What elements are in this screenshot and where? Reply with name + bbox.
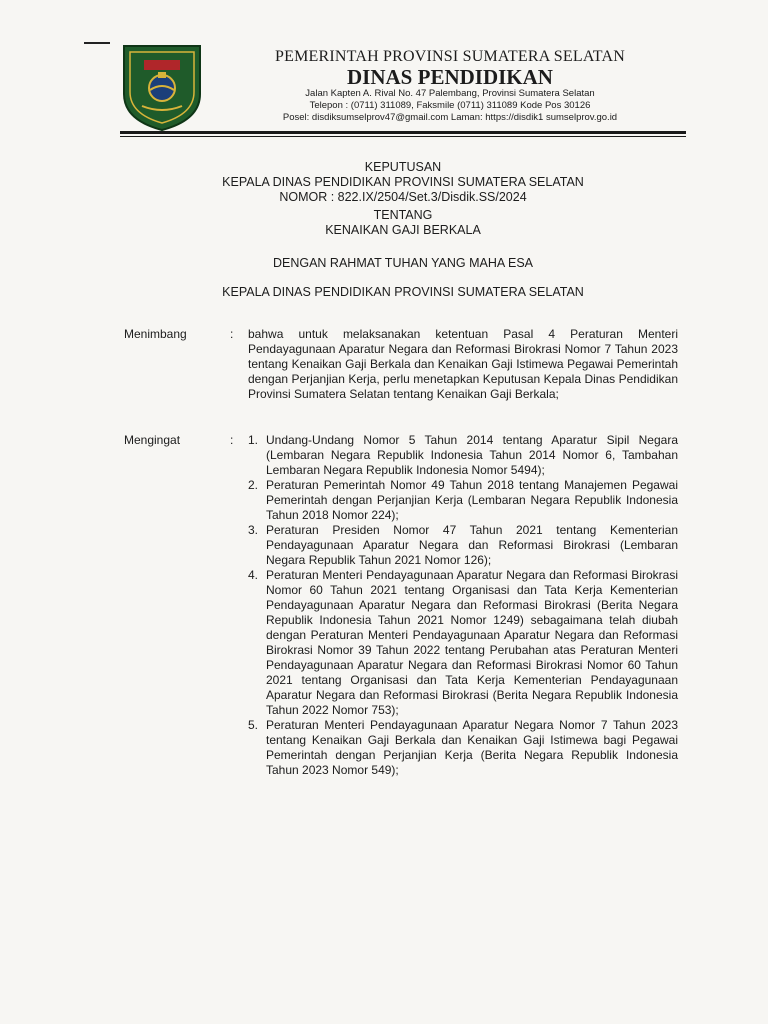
official-title: KEPALA DINAS PENDIDIKAN PROVINSI SUMATERA SELATAN xyxy=(222,285,584,299)
menimbang-section xyxy=(124,327,684,422)
list-item-text: Peraturan Presiden Nomor 47 Tahun 2021 tentang Kementerian Pendayagunaan Aparatur Negara dan Reformasi Birokrasi (Lembaran Negara Republik Tahun 2021 Nomor 126); xyxy=(266,523,678,567)
letterhead xyxy=(215,48,685,124)
mengingat-list xyxy=(248,433,678,778)
list-item xyxy=(248,523,678,568)
list-item-number: 1. xyxy=(248,433,259,447)
list-item-text: Peraturan Menteri Pendayagunaan Aparatur Negara dan Reformasi Birokrasi Nomor 60 Tahun 2021 tentang Organisasi dan Tata Kerja Kementerian Pendayagunaan Aparatur Negara dan Reformasi Birokrasi (Berita Negara Republik Indonesia Tahun 2021 Nomor 1249) sebagaimana telah diubah dengan Peraturan Menteri Pendayagunaan Aparatur Negara dan Reformasi Birokrasi Nomor 39 Tahun 2022 tentang Perubahan atas Peraturan Menteri Pendayagunaan Aparatur Negara dan Reformasi Birokrasi Nomor 60 Tahun 2021 tentang Organisasi dan Tata Kerja Kementerian Pendayagunaan Aparatur Negara dan Reformasi Birokrasi (Berita Negara Republik Indonesia Tahun 2022 Nomor 753); xyxy=(266,568,678,717)
decree-issuer: KEPALA DINAS PENDIDIKAN PROVINSI SUMATERA SELATAN xyxy=(222,175,584,189)
menimbang-label: Menimbang xyxy=(124,327,187,341)
list-item xyxy=(248,478,678,523)
agency-contact: Posel: disdiksumselprov47@gmail.com Laman: https://disdik1 sumselprov.go.id xyxy=(282,112,618,123)
list-item xyxy=(248,718,678,778)
list-item-text: Peraturan Menteri Pendayagunaan Aparatur Negara Nomor 7 Tahun 2023 tentang Kenaikan Gaji Berkala dan Kenaikan Gaji Istimewa bagi Pegawai Pemerintah dengan Perjanjian Kerja (Berita Negara Republik Indonesia Tahun 2023 Nomor 549); xyxy=(266,718,678,777)
list-item xyxy=(248,568,678,718)
stray-pen-mark xyxy=(84,42,110,44)
mengingat-section xyxy=(124,433,684,803)
list-item-number: 4. xyxy=(248,568,259,582)
list-item-number: 3. xyxy=(248,523,259,537)
list-item-number: 5. xyxy=(248,718,259,732)
provincial-emblem-icon xyxy=(120,42,204,132)
list-item-number: 2. xyxy=(248,478,259,492)
list-item xyxy=(248,433,678,478)
list-item-text: Peraturan Pemerintah Nomor 49 Tahun 2018 tentang Manajemen Pegawai Pemerintah dengan Perjanjian Kerja (Lembaran Negara Republik Indonesia Tahun 2018 Nomor 224); xyxy=(266,478,678,522)
agency-address: Jalan Kapten A. Rival No. 47 Palembang, Provinsi Sumatera Selatan xyxy=(305,88,595,99)
letterhead-rule-thin xyxy=(120,136,686,137)
mengingat-label: Mengingat xyxy=(124,433,181,447)
menimbang-colon: : xyxy=(230,327,234,341)
agency-name: DINAS PENDIDIKAN xyxy=(347,65,553,89)
decree-number: NOMOR : 822.IX/2504/Set.3/Disdik.SS/2024 xyxy=(279,190,527,204)
agency-phone: Telepon : (0711) 311089, Faksmile (0711) 311089 Kode Pos 30126 xyxy=(309,100,591,111)
decree-title-block xyxy=(120,160,686,238)
menimbang-text: bahwa untuk melaksanakan ketentuan Pasal 4 Peraturan Menteri Pendayagunaan Aparatur Negara dan Reformasi Birokrasi Nomor 7 Tahun 2023 tentang Kenaikan Gaji Berkala dan Kenaikan Gaji Istimewa Pegawai Pemerintah dengan Perjanjian Kerja, perlu menetapkan Keputusan Kepala Dinas Pendidikan Provinsi Sumatera Selatan tentang Kenaikan Gaji Berkala; xyxy=(248,327,678,401)
mengingat-colon: : xyxy=(230,433,234,447)
decree-subject: KENAIKAN GAJI BERKALA xyxy=(325,223,481,237)
blessing-line: DENGAN RAHMAT TUHAN YANG MAHA ESA xyxy=(272,256,533,270)
decree-tentang: TENTANG xyxy=(373,208,433,222)
government-name: PEMERINTAH PROVINSI SUMATERA SELATAN xyxy=(275,48,625,65)
letterhead-rule-thick xyxy=(120,131,686,134)
list-item-text: Undang-Undang Nomor 5 Tahun 2014 tentang Aparatur Sipil Negara (Lembaran Negara Republik Indonesia Tahun 2014 Nomor 6, Tambahan Lembaran Negara Republik Indonesia Nomor 5494); xyxy=(266,433,678,477)
decree-keputusan: KEPUTUSAN xyxy=(364,160,442,174)
